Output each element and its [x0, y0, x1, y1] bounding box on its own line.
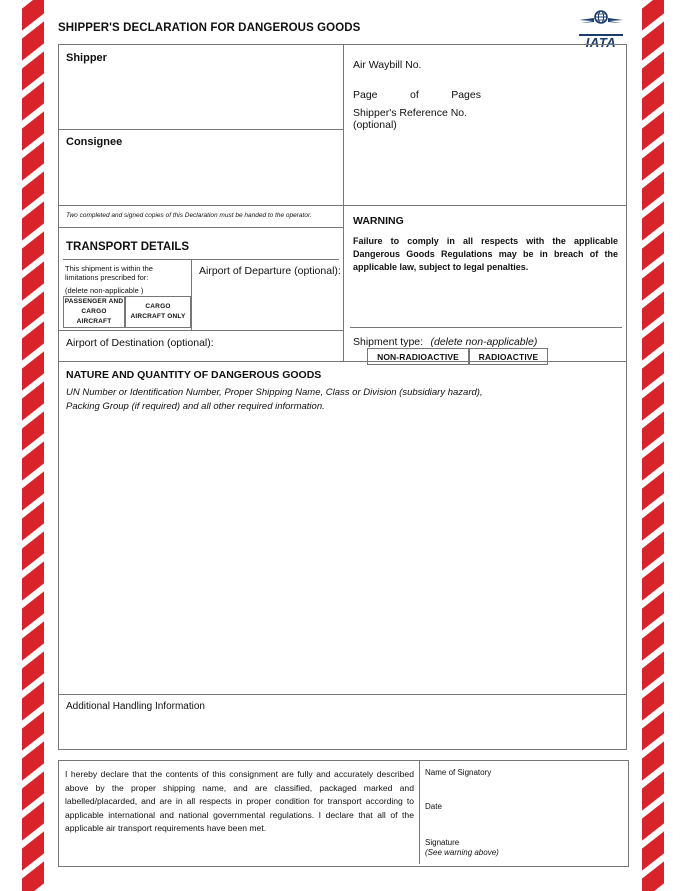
passenger-cargo-line2: CARGO AIRCRAFT: [76, 308, 112, 325]
limitation-text: This shipment is within the limitations prescribed for:: [65, 264, 153, 282]
cargo-aircraft-only-option[interactable]: [125, 296, 191, 328]
airport-departure-label: Airport of Departure (optional):: [199, 265, 341, 277]
warning-title: WARNING: [353, 215, 404, 227]
cargo-only-line2: AIRCRAFT ONLY: [130, 313, 186, 320]
signature-note: (See warning above): [425, 848, 499, 857]
consignee-field[interactable]: [59, 129, 343, 205]
consignee-label: Consignee: [66, 136, 123, 148]
copies-note-strip: [59, 205, 343, 228]
pages-label: Pages: [451, 89, 481, 101]
shipper-reference-label[interactable]: Shipper's Reference No.: [353, 107, 468, 119]
nature-quantity-title: NATURE AND QUANTITY OF DANGEROUS GOODS: [66, 369, 322, 381]
decorative-border-left: [22, 0, 44, 891]
shipment-type-rule: [350, 327, 622, 328]
page-label: Page: [353, 89, 378, 101]
passenger-cargo-aircraft-option[interactable]: [63, 296, 125, 328]
airport-destination-field[interactable]: [59, 331, 343, 361]
transport-details-title: TRANSPORT DETAILS: [66, 241, 190, 253]
shipment-type-label: Shipment type:: [353, 336, 424, 348]
additional-handling-field[interactable]: [59, 694, 627, 749]
shipper-reference-optional: (optional): [353, 119, 397, 131]
non-radioactive-option[interactable]: NON-RADIOACTIVE: [367, 348, 469, 365]
nature-quantity-subtitle-1: UN Number or Identification Number, Proper Shipping Name, Class or Division (subsidiary hazard),: [66, 387, 483, 398]
signatory-divider: [419, 761, 420, 864]
globe-wings-icon: [573, 9, 629, 29]
additional-handling-label: Additional Handling Information: [66, 701, 205, 712]
nature-quantity-subtitle-2: Packing Group (if required) and all other required information.: [66, 401, 325, 412]
delete-non-applicable-note: (delete non-applicable ): [65, 286, 144, 295]
page-title: SHIPPER'S DECLARATION FOR DANGEROUS GOODS: [58, 22, 361, 34]
page-of-pages[interactable]: [353, 85, 481, 103]
airport-destination-label: Airport of Destination (optional):: [66, 337, 214, 349]
nature-quantity-section[interactable]: [59, 361, 627, 694]
iata-logo-text: IATA: [579, 34, 623, 48]
decorative-border-right: [642, 0, 664, 891]
shipper-field[interactable]: [59, 45, 343, 129]
radioactive-option[interactable]: RADIOACTIVE: [469, 348, 548, 365]
name-of-signatory-label[interactable]: Name of Signatory: [425, 768, 492, 777]
shipper-label: Shipper: [66, 52, 107, 64]
passenger-cargo-line1: PASSENGER AND: [64, 298, 124, 305]
of-label: of: [409, 89, 419, 101]
airport-departure-field[interactable]: [192, 260, 343, 330]
shipment-type-note: (delete non-applicable): [430, 336, 538, 348]
iata-logo: [573, 9, 629, 50]
signature-label[interactable]: Signature: [425, 838, 460, 847]
waybill-block: [343, 45, 627, 129]
copies-note: Two completed and signed copies of this Declaration must be handed to the operator.: [66, 212, 312, 219]
warning-body: Failure to comply in all respects with the applicable Dangerous Goods Regulations may be in breach of the applicable law, subject to legal penalties.: [353, 236, 618, 272]
air-waybill-label[interactable]: Air Waybill No.: [353, 59, 422, 71]
declaration-body: I hereby declare that the contents of this consignment are fully and accurately described above by the proper shipping name, and are classified, packaged marked and labelled/placarded, and are in all respects in proper condition for transport according to applicable international and national governmental regulations. I declare that all of the applicable air transport requirements have been met.: [65, 769, 414, 833]
cargo-only-line1: CARGO: [145, 303, 171, 310]
date-label[interactable]: Date: [425, 802, 442, 811]
